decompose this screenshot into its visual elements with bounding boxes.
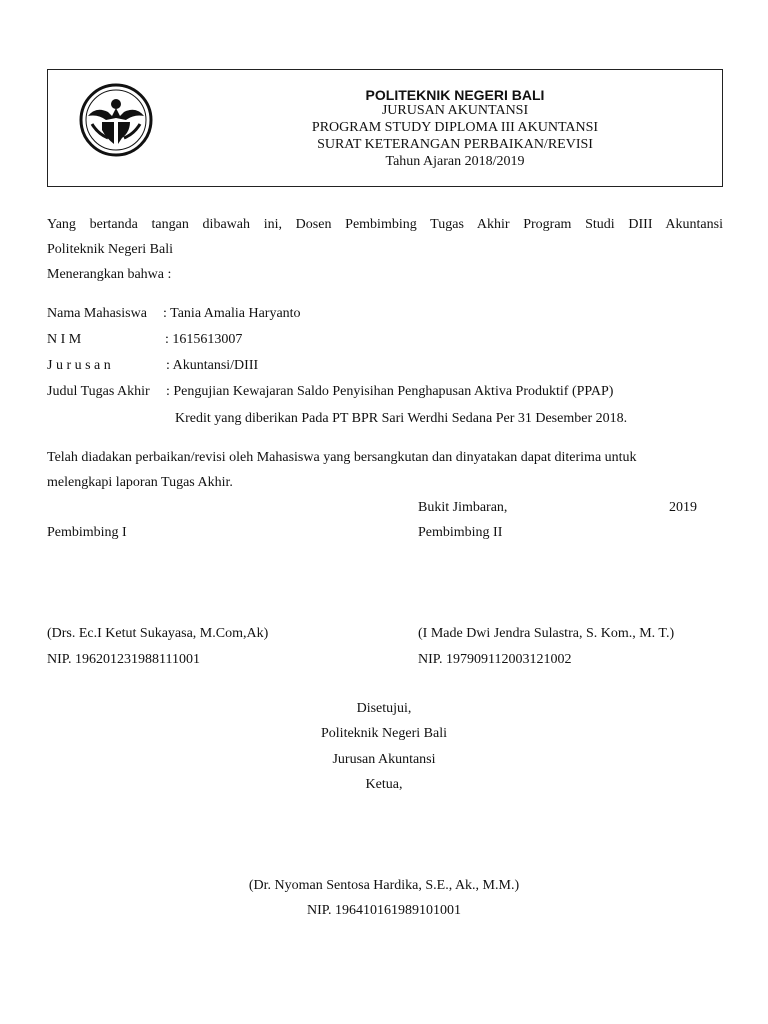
statement-line-1: Telah diadakan perbaikan/revisi oleh Mahasiswa yang bersangkutan dan dinyatakan dapat diterima untuk	[47, 450, 637, 465]
institution-name: POLITEKNIK NEGERI BALI	[365, 87, 545, 103]
student-major-value: : Akuntansi/DIII	[166, 358, 259, 373]
student-name-label: Nama Mahasiswa	[47, 306, 147, 321]
student-major-label: J u r u s a n	[47, 358, 111, 373]
supervisor-1-name: (Drs. Ec.I Ketut Sukayasa, M.Com,Ak)	[47, 626, 269, 641]
polytechnic-emblem-icon	[78, 82, 154, 158]
document-title: SURAT KETERANGAN PERBAIKAN/REVISI	[317, 137, 593, 152]
academic-year: Tahun Ajaran 2018/2019	[385, 154, 525, 169]
student-nim-value: : 1615613007	[165, 332, 243, 347]
approval-position: Ketua,	[365, 777, 403, 792]
head-of-department-nip: NIP. 196410161989101001	[306, 903, 461, 918]
supervisor-2-role: Pembimbing II	[418, 525, 503, 540]
department-name: JURUSAN AKUNTANSI	[381, 103, 529, 118]
head-of-department-name: (Dr. Nyoman Sentosa Hardika, S.E., Ak., M.M.)	[248, 878, 520, 893]
intro-line-1: Yang bertanda tangan dibawah ini, Dosen Pembimbing Tugas Akhir Program Studi DIII Akuntansi	[47, 217, 723, 232]
thesis-title-value-1: : Pengujian Kewajaran Saldo Penyisihan Penghapusan Aktiva Produktif (PPAP)	[166, 384, 614, 399]
program-name: PROGRAM STUDY DIPLOMA III AKUNTANSI	[311, 120, 599, 135]
signing-place: Bukit Jimbaran,	[418, 500, 508, 515]
student-nim-label: N I M	[47, 332, 82, 347]
approval-label: Disetujui,	[356, 701, 412, 716]
thesis-title-label: Judul Tugas Akhir	[47, 384, 150, 399]
supervisor-1-nip: NIP. 196201231988111001	[47, 652, 200, 667]
thesis-title-value-2: Kredit yang diberikan Pada PT BPR Sari Werdhi Sedana Per 31 Desember 2018.	[175, 411, 628, 426]
student-name-value: : Tania Amalia Haryanto	[163, 306, 301, 321]
supervisor-1-role: Pembimbing I	[47, 525, 127, 540]
approval-department: Jurusan Akuntansi	[332, 752, 436, 767]
statement-line-2: melengkapi laporan Tugas Akhir.	[47, 475, 233, 490]
supervisor-2-name: (I Made Dwi Jendra Sulastra, S. Kom., M. T.)	[418, 626, 675, 641]
supervisor-2-nip: NIP. 197909112003121002	[418, 652, 572, 667]
signing-year: 2019	[669, 500, 697, 515]
intro-line-3: Menerangkan bahwa :	[47, 267, 172, 282]
intro-line-2: Politeknik Negeri Bali	[47, 242, 173, 257]
approval-institution: Politeknik Negeri Bali	[321, 726, 447, 741]
